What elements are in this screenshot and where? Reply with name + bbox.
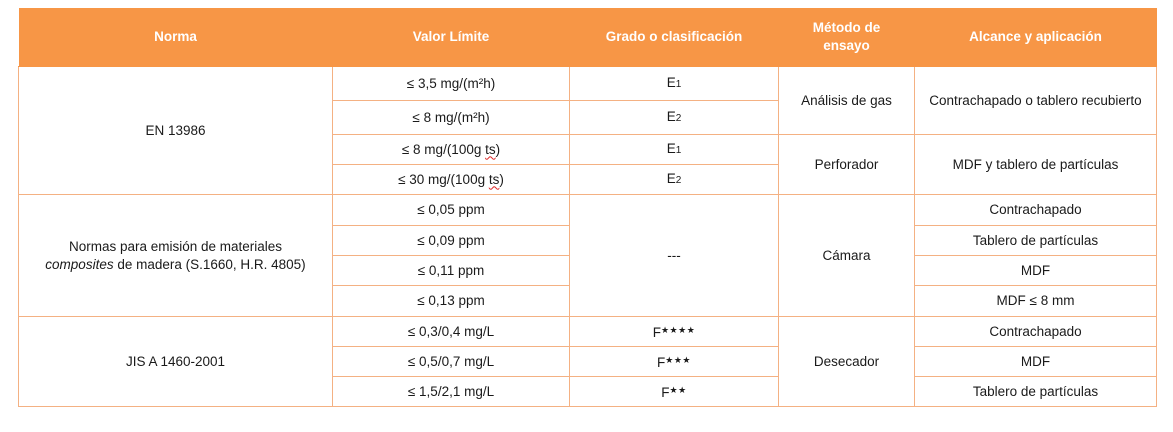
header-metodo	[779, 8, 915, 67]
metodo-analisis-gas: Análisis de gas	[779, 67, 915, 135]
valor-cell: ≤ 0,13 ppm	[333, 286, 570, 317]
alcance-cell: MDF	[915, 347, 1157, 377]
grado-cell: F★★	[570, 377, 779, 407]
valor-cell: ≤ 0,3/0,4 mg/L	[333, 317, 570, 347]
norma-composites: Normas para emisión de materiales composites de madera (S.1660, H.R. 4805)	[19, 195, 333, 317]
alcance-cell: MDF	[915, 256, 1157, 286]
valor-cell: ≤ 3,5 mg/(m²h)	[333, 67, 570, 101]
metodo-camara: Cámara	[779, 195, 915, 317]
header-metodo-line2: ensayo	[823, 38, 870, 53]
valor-cell: ≤ 0,5/0,7 mg/L	[333, 347, 570, 377]
table-header-row	[19, 8, 1157, 67]
header-grado: Grado o clasificación	[570, 8, 779, 67]
grado-cell: F★★★	[570, 347, 779, 377]
alcance-cell: Contrachapado	[915, 195, 1157, 226]
header-metodo-line1: Método de	[812, 20, 881, 35]
valor-cell: ≤ 0,11 ppm	[333, 256, 570, 286]
header-alcance: Alcance y aplicación	[915, 8, 1157, 67]
alcance-cell: MDF ≤ 8 mm	[915, 286, 1157, 317]
grado-cell: E1	[570, 135, 779, 165]
metodo-perforador: Perforador	[779, 135, 915, 195]
header-norma: Norma	[19, 8, 333, 67]
metodo-desecador: Desecador	[779, 317, 915, 407]
formaldehyde-standards-table	[18, 8, 1157, 407]
alcance-cell: Tablero de partículas	[915, 226, 1157, 256]
table-row	[19, 195, 1157, 226]
alcance-cell: Tablero de partículas	[915, 377, 1157, 407]
valor-cell: ≤ 0,09 ppm	[333, 226, 570, 256]
standards-table-container	[18, 8, 1156, 407]
valor-cell: ≤ 30 mg/(100g ts)	[333, 165, 570, 195]
grado-cell: E1	[570, 67, 779, 101]
norma-jis: JIS A 1460-2001	[19, 317, 333, 407]
valor-cell: ≤ 0,05 ppm	[333, 195, 570, 226]
grado-cell: E2	[570, 101, 779, 135]
valor-cell: ≤ 8 mg/(m²h)	[333, 101, 570, 135]
table-row	[19, 67, 1157, 101]
alcance-cell: MDF y tablero de partículas	[915, 135, 1157, 195]
grado-cell: F★★★★	[570, 317, 779, 347]
grado-cell: ---	[570, 195, 779, 317]
valor-cell: ≤ 8 mg/(100g ts)	[333, 135, 570, 165]
norma-en-13986: EN 13986	[19, 67, 333, 195]
header-valor-limite: Valor Límite	[333, 8, 570, 67]
grado-cell: E2	[570, 165, 779, 195]
alcance-cell: Contrachapado o tablero recubierto	[915, 67, 1157, 135]
table-row	[19, 317, 1157, 347]
alcance-cell: Contrachapado	[915, 317, 1157, 347]
valor-cell: ≤ 1,5/2,1 mg/L	[333, 377, 570, 407]
